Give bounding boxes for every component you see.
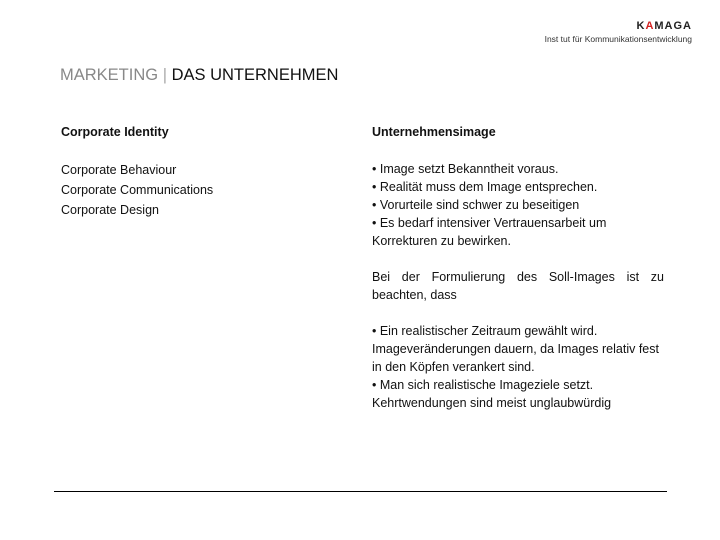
bullet-item: • Es bedarf intensiver Vertrauensarbeit um Korrekturen zu bewirken. xyxy=(372,216,607,248)
condition-list xyxy=(372,322,664,412)
title-strong: DAS UNTERNEHMEN xyxy=(171,66,339,84)
company-logo xyxy=(545,20,692,44)
bottom-divider xyxy=(54,491,667,492)
bullet-item: • Image setzt Bekanntheit voraus. xyxy=(372,162,559,176)
bullet-item: • Vorurteile sind schwer zu beseitigen xyxy=(372,198,580,212)
left-item: Corporate Design xyxy=(61,203,159,217)
logo-subtitle: Inst tut für Kommunikationsentwicklung xyxy=(544,34,692,44)
left-item: Corporate Behaviour xyxy=(61,163,177,177)
right-heading: Unternehmensimage xyxy=(372,125,496,139)
left-heading: Corporate Identity xyxy=(61,125,169,139)
bullet-item: • Realität muss dem Image entsprechen. xyxy=(372,180,598,194)
condition-item: • Man sich realistische Imageziele setzt. Kehrtwendungen sind meist unglaubwürdig xyxy=(372,378,612,410)
condition-item: • Ein realistischer Zeitraum gewählt wird. Imageveränderungen dauern, da Images relativ fest in den Köpfen verankert sind. xyxy=(372,324,659,374)
logo-name: KAMAGA xyxy=(636,20,692,32)
page-title xyxy=(60,66,338,85)
title-separator: | xyxy=(162,66,167,84)
left-item: Corporate Communications xyxy=(61,183,214,197)
intro-paragraph: Bei der Formulierung des Soll-Images ist zu beachten, dass xyxy=(372,270,664,302)
right-column xyxy=(372,124,664,412)
title-light: MARKETING xyxy=(60,66,159,84)
bullet-list xyxy=(372,160,664,250)
left-column xyxy=(61,124,331,220)
